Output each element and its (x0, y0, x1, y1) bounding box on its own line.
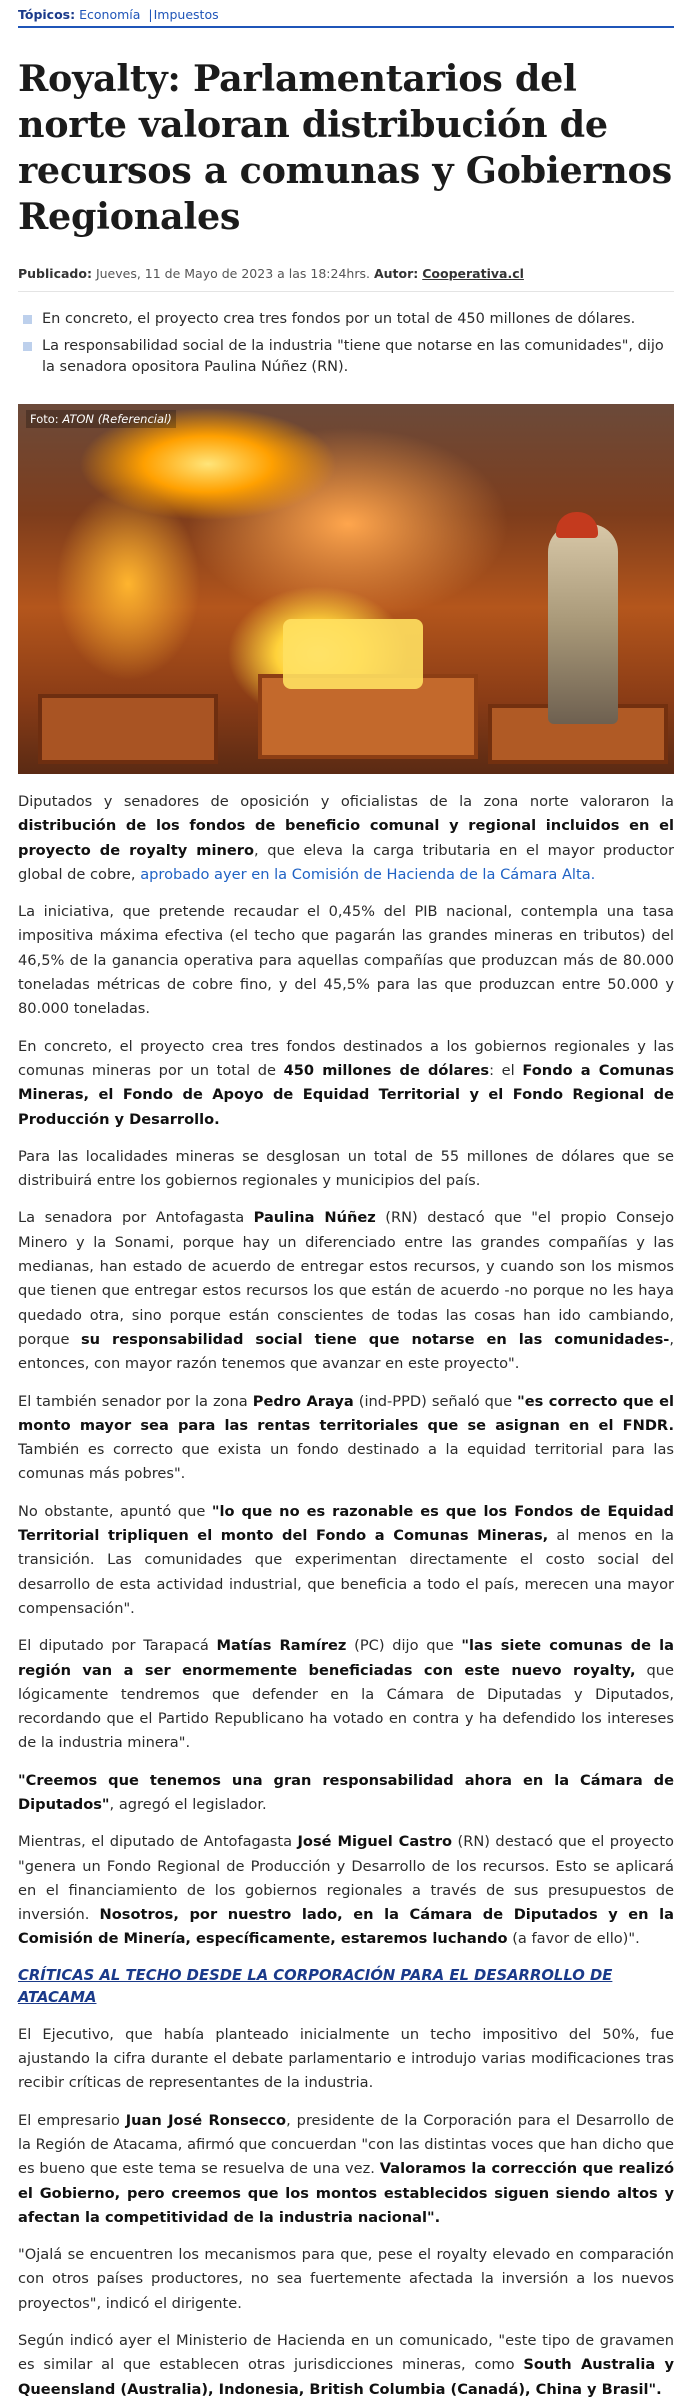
photo-worker (548, 524, 618, 724)
topics-bar (18, 0, 674, 28)
photo-caption: Foto: ATON (Referencial) (26, 410, 176, 428)
body-paragraph: La senadora por Antofagasta Paulina Núñez (RN) destacó que "el propio Consejo Minero y la Sonami, porque hay un diferenciado entre las grandes compañías y las medianas, han estado de acuerdo de entregar estos recursos, y cuando son los mismos que tienen que entregar estos recursos los que están de acuerdo -no porque no les haya quedado otra, sino porque están conscientes de todas las cosas han ido cambiando, porque su responsabilidad social tiene que notarse en las comunidades-, entonces, con mayor razón tenemos que avanzar en este proyecto". (18, 1209, 675, 1373)
byline (18, 266, 674, 292)
body-paragraph: Según indicó ayer el Ministerio de Hacienda en un comunicado, "este tipo de gravamen es similar al que establecen otras jurisdicciones mineras, como South Australia y Queensland (Australia), Indonesia, British Columbia (Canadá), China y Brasil". (18, 2332, 674, 2398)
section-subheading: CRÍTICAS AL TECHO DESDE LA CORPORACIÓN PARA EL DESARROLLO DE ATACAMA (18, 1966, 613, 2006)
article-photo (18, 404, 674, 774)
published-date: Jueves, 11 de Mayo de 2023 a las 18:24hrs. (95, 266, 370, 281)
body-paragraph: Para las localidades mineras se desglosan un total de 55 millones de dólares que se distribuirá entre los gobiernos regionales y municipios del país. (18, 1147, 674, 1190)
bullet-square-icon (23, 315, 32, 324)
photo-worker-helmet (556, 512, 598, 538)
body-paragraph: Mientras, el diputado de Antofagasta José Miguel Castro (RN) destacó que el proyecto "genera un Fondo Regional de Producción y Desarrollo de los recursos. Esto se aplicará en el financiamiento de los gobiernos regionales a través de sus presupuestos de inversión. Nosotros, por nuestro lado, en la Cámara de Diputados y en la Comisión de Minería, específicamente, estaremos luchando (a favor de ello)". (18, 1833, 674, 1948)
body-paragraph: La iniciativa, que pretende recaudar el 0,45% del PIB nacional, contempla una tasa impositiva máxima efectiva (el techo que pagarán las grandes mineras en tributos) del 46,5% de la ganancia operativa para aquellas compañías que produzcan más de 80.000 toneladas métricas de cobre fino, y del 45,5% para las que produzcan entre 50.000 y 80.000 toneladas. (18, 903, 674, 1018)
topics-label: Tópicos: (18, 7, 76, 22)
topic-separator: | (148, 7, 153, 22)
photo-molten-copper (283, 619, 423, 689)
body-paragraph: El diputado por Tarapacá Matías Ramírez (PC) dijo que "las siete comunas de la región van a ser enormemente beneficiadas con este nuevo royalty, que lógicamente tendremos que defender en la Cámara de Diputadas y Diputados, recordando que el Partido Republicano ha votado en contra y ha defendido los intereses de la industria minera". (18, 1637, 674, 1752)
photo-source: ATON (Referencial) (62, 412, 172, 426)
summary-bullet: La responsabilidad social de la industria "tiene que notarse en las comunidades", dijo la senadora opositora Paulina Núñez (RN). (18, 336, 674, 378)
article-body (18, 790, 674, 2402)
article-title: Royalty: Parlamentarios del norte valoran distribución de recursos a comunas y Gobiernos Regionales (18, 57, 672, 238)
hacienda-commission-link[interactable]: aprobado ayer en la Comisión de Hacienda de la Cámara Alta. (140, 865, 596, 883)
summary-bullet: En concreto, el proyecto crea tres fondos por un total de 450 millones de dólares. (18, 309, 674, 330)
body-paragraph: "Ojalá se encuentren los mecanismos para que, pese el royalty elevado en comparación con otros países productores, no sea fuertemente afectada la inversión a los nuevos proyectos", indicó el dirigente. (18, 2246, 674, 2312)
topic-link-impuestos[interactable]: Impuestos (153, 7, 219, 22)
topic-link-economia[interactable]: Economía (79, 7, 141, 22)
summary-bullets (18, 309, 674, 378)
body-paragraph: El empresario Juan José Ronsecco, presidente de la Corporación para el Desarrollo de la Región de Atacama, afirmó que concuerdan "con las distintas voces que han dicho que es bueno que este tema se resuelva de una vez. Valoramos la corrección que realizó el Gobierno, pero creemos que los montos establecidos siguen siendo altos y afectan la competitividad de la industria nacional". (18, 2111, 674, 2226)
body-paragraph: No obstante, apuntó que "lo que no es razonable es que los Fondos de Equidad Territorial tripliquen el monto del Fondo a Comunas Mineras, al menos en la transición. Las comunidades que experimentan directamente el costo social del desarrollo de esta actividad industrial, que beneficia a todo el país, merecen una mayor compensación". (18, 1502, 674, 1617)
photo-ladle-left (38, 694, 218, 764)
author-label: Autor: (373, 266, 419, 281)
published-label: Publicado: (18, 266, 92, 281)
body-paragraph: En concreto, el proyecto crea tres fondos destinados a los gobiernos regionales y las comunas mineras por un total de 450 millones de dólares: el Fondo a Comunas Mineras, el Fondo de Apoyo de Equidad Territorial y el Fondo Regional de Producción y Desarrollo. (18, 1037, 675, 1128)
body-paragraph: Diputados y senadores de oposición y oficialistas de la zona norte valoraron la distribución de los fondos de beneficio comunal y regional incluidos en el proyecto de royalty minero, que eleva la carga tributaria en el mayor productor global de cobre, aprobado ayer en la Comisión de Hacienda de la Cámara Alta. (18, 793, 674, 883)
body-paragraph: El Ejecutivo, que había planteado inicialmente un techo impositivo del 50%, fue ajustando la cifra durante el debate parlamentario e introdujo varias modificaciones tras recibir críticas de representantes de la industria. (18, 2025, 674, 2092)
bullet-square-icon (23, 342, 32, 351)
author-link[interactable]: Cooperativa.cl (422, 266, 524, 281)
body-paragraph: El también senador por la zona Pedro Araya (ind-PPD) señaló que "es correcto que el monto mayor sea para las rentas territoriales que se asignan en el FNDR. También es correcto que exista un fondo destinado a la equidad territorial para las comunas más pobres". (18, 1392, 674, 1483)
body-paragraph: "Creemos que tenemos una gran responsabilidad ahora en la Cámara de Diputados", agregó el legislador. (18, 1771, 674, 1813)
